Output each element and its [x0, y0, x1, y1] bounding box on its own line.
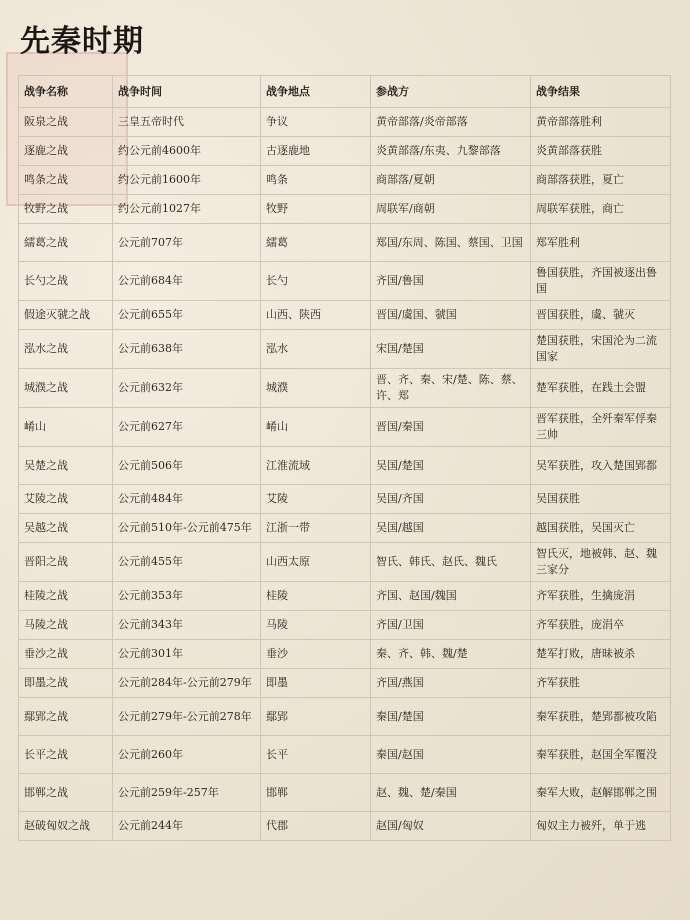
cell-war-location: 垂沙 [261, 640, 371, 669]
table-row [19, 514, 671, 543]
cell-war-name: 阪泉之战 [19, 108, 113, 137]
cell-war-location: 山西、陕西 [261, 301, 371, 330]
cell-participants: 齐国、赵国/魏国 [371, 582, 531, 611]
table-row [19, 108, 671, 137]
cell-war-result: 炎黄部落获胜 [531, 137, 671, 166]
cell-war-result: 商部落获胜，夏亡 [531, 166, 671, 195]
cell-war-name: 牧野之战 [19, 195, 113, 224]
header-war-time: 战争时间 [113, 76, 261, 108]
cell-war-result: 秦军获胜，楚郢都被攻陷 [531, 698, 671, 736]
table-row [19, 408, 671, 447]
header-participants: 参战方 [371, 76, 531, 108]
table-row [19, 582, 671, 611]
cell-war-time: 公元前484年 [113, 485, 261, 514]
cell-war-result: 晋军获胜，全歼秦军俘秦三帅 [531, 408, 671, 447]
cell-war-location: 邯郸 [261, 774, 371, 812]
cell-war-result: 越国获胜，吴国灭亡 [531, 514, 671, 543]
table-row [19, 369, 671, 408]
table-row [19, 447, 671, 485]
wars-table [18, 75, 671, 841]
cell-war-location: 崤山 [261, 408, 371, 447]
cell-war-name: 长平之战 [19, 736, 113, 774]
cell-war-result: 晋国获胜，虞、虢灭 [531, 301, 671, 330]
cell-war-time: 约公元前1027年 [113, 195, 261, 224]
cell-war-result: 郑军胜利 [531, 224, 671, 262]
cell-participants: 赵、魏、楚/秦国 [371, 774, 531, 812]
cell-war-location: 江淮流域 [261, 447, 371, 485]
cell-war-name: 假途灭虢之战 [19, 301, 113, 330]
cell-war-result: 齐军获胜，庞涓卒 [531, 611, 671, 640]
cell-war-location: 繻葛 [261, 224, 371, 262]
table-row [19, 640, 671, 669]
cell-war-name: 长勺之战 [19, 262, 113, 301]
table-row [19, 301, 671, 330]
cell-war-name: 垂沙之战 [19, 640, 113, 669]
cell-war-location: 桂陵 [261, 582, 371, 611]
table-row [19, 262, 671, 301]
table-row [19, 698, 671, 736]
cell-war-location: 鄢郢 [261, 698, 371, 736]
cell-war-result: 黄帝部落胜利 [531, 108, 671, 137]
cell-war-name: 逐鹿之战 [19, 137, 113, 166]
cell-participants: 周联军/商朝 [371, 195, 531, 224]
cell-participants: 商部落/夏朝 [371, 166, 531, 195]
cell-participants: 秦国/赵国 [371, 736, 531, 774]
table-row [19, 485, 671, 514]
table-row [19, 166, 671, 195]
cell-war-time: 公元前638年 [113, 330, 261, 369]
header-war-location: 战争地点 [261, 76, 371, 108]
cell-participants: 齐国/鲁国 [371, 262, 531, 301]
cell-war-name: 马陵之战 [19, 611, 113, 640]
header-war-name: 战争名称 [19, 76, 113, 108]
cell-war-name: 晋阳之战 [19, 543, 113, 582]
cell-war-location: 马陵 [261, 611, 371, 640]
cell-war-time: 公元前284年-公元前279年 [113, 669, 261, 698]
cell-war-time: 公元前684年 [113, 262, 261, 301]
cell-war-result: 秦军大败，赵解邯郸之围 [531, 774, 671, 812]
cell-war-result: 齐军获胜 [531, 669, 671, 698]
cell-war-result: 智氏灭，地被韩、赵、魏三家分 [531, 543, 671, 582]
table-body [19, 108, 671, 841]
cell-participants: 黄帝部落/炎帝部落 [371, 108, 531, 137]
cell-war-time: 公元前632年 [113, 369, 261, 408]
cell-war-time: 公元前343年 [113, 611, 261, 640]
cell-war-location: 古逐鹿地 [261, 137, 371, 166]
table-row [19, 224, 671, 262]
cell-war-name: 鸣条之战 [19, 166, 113, 195]
cell-war-result: 周联军获胜，商亡 [531, 195, 671, 224]
table-row [19, 736, 671, 774]
cell-war-location: 城濮 [261, 369, 371, 408]
cell-participants: 吴国/楚国 [371, 447, 531, 485]
cell-war-name: 鄢郢之战 [19, 698, 113, 736]
cell-war-time: 公元前655年 [113, 301, 261, 330]
cell-war-location: 牧野 [261, 195, 371, 224]
cell-war-location: 即墨 [261, 669, 371, 698]
cell-participants: 晋国/秦国 [371, 408, 531, 447]
cell-war-time: 公元前244年 [113, 812, 261, 841]
cell-war-result: 吴军获胜，攻入楚国郢都 [531, 447, 671, 485]
cell-participants: 齐国/卫国 [371, 611, 531, 640]
page-title: 先秦时期 [20, 24, 144, 59]
cell-war-time: 公元前455年 [113, 543, 261, 582]
cell-war-name: 吴楚之战 [19, 447, 113, 485]
cell-war-result: 齐军获胜，生擒庞涓 [531, 582, 671, 611]
cell-war-location: 山西太原 [261, 543, 371, 582]
cell-participants: 郑国/东周、陈国、蔡国、卫国 [371, 224, 531, 262]
table-row [19, 137, 671, 166]
cell-war-name: 赵破匈奴之战 [19, 812, 113, 841]
cell-war-time: 公元前353年 [113, 582, 261, 611]
cell-war-time: 公元前510年-公元前475年 [113, 514, 261, 543]
table-row [19, 812, 671, 841]
cell-participants: 炎黄部落/东夷、九黎部落 [371, 137, 531, 166]
cell-participants: 智氏、韩氏、赵氏、魏氏 [371, 543, 531, 582]
table-row [19, 195, 671, 224]
cell-war-time: 公元前259年-257年 [113, 774, 261, 812]
cell-war-time: 公元前260年 [113, 736, 261, 774]
table-row [19, 774, 671, 812]
cell-war-name: 繻葛之战 [19, 224, 113, 262]
cell-war-time: 公元前627年 [113, 408, 261, 447]
table-row [19, 543, 671, 582]
cell-war-name: 艾陵之战 [19, 485, 113, 514]
cell-war-time: 公元前707年 [113, 224, 261, 262]
cell-war-time: 公元前506年 [113, 447, 261, 485]
cell-participants: 晋国/虞国、虢国 [371, 301, 531, 330]
cell-war-name: 吴越之战 [19, 514, 113, 543]
cell-war-result: 匈奴主力被歼，单于逃 [531, 812, 671, 841]
header-war-result: 战争结果 [531, 76, 671, 108]
cell-war-result: 楚军获胜，在践土会盟 [531, 369, 671, 408]
table-row [19, 330, 671, 369]
cell-war-time: 三皇五帝时代 [113, 108, 261, 137]
cell-war-name: 桂陵之战 [19, 582, 113, 611]
cell-war-result: 秦军获胜，赵国全军覆没 [531, 736, 671, 774]
cell-participants: 秦、齐、韩、魏/楚 [371, 640, 531, 669]
table-row [19, 669, 671, 698]
cell-war-location: 泓水 [261, 330, 371, 369]
cell-war-time: 公元前279年-公元前278年 [113, 698, 261, 736]
cell-war-result: 楚军打败，唐昧被杀 [531, 640, 671, 669]
table-header-row [19, 76, 671, 108]
cell-war-result: 楚国获胜，宋国沦为二流国家 [531, 330, 671, 369]
cell-participants: 晋、齐、秦、宋/楚、陈、蔡、许、郑 [371, 369, 531, 408]
cell-war-location: 代郡 [261, 812, 371, 841]
cell-war-location: 争议 [261, 108, 371, 137]
cell-participants: 赵国/匈奴 [371, 812, 531, 841]
table-row [19, 611, 671, 640]
cell-war-name: 即墨之战 [19, 669, 113, 698]
cell-war-location: 艾陵 [261, 485, 371, 514]
cell-war-location: 江浙一带 [261, 514, 371, 543]
cell-war-result: 吴国获胜 [531, 485, 671, 514]
cell-war-time: 公元前301年 [113, 640, 261, 669]
cell-participants: 齐国/燕国 [371, 669, 531, 698]
cell-war-location: 长平 [261, 736, 371, 774]
cell-war-name: 邯郸之战 [19, 774, 113, 812]
cell-participants: 吴国/齐国 [371, 485, 531, 514]
cell-war-result: 鲁国获胜，齐国被逐出鲁国 [531, 262, 671, 301]
cell-war-location: 鸣条 [261, 166, 371, 195]
cell-war-location: 长勺 [261, 262, 371, 301]
cell-participants: 吴国/越国 [371, 514, 531, 543]
cell-war-name: 城濮之战 [19, 369, 113, 408]
cell-war-name: 崤山 [19, 408, 113, 447]
cell-war-time: 约公元前1600年 [113, 166, 261, 195]
cell-participants: 宋国/楚国 [371, 330, 531, 369]
cell-war-time: 约公元前4600年 [113, 137, 261, 166]
cell-participants: 秦国/楚国 [371, 698, 531, 736]
cell-war-name: 泓水之战 [19, 330, 113, 369]
